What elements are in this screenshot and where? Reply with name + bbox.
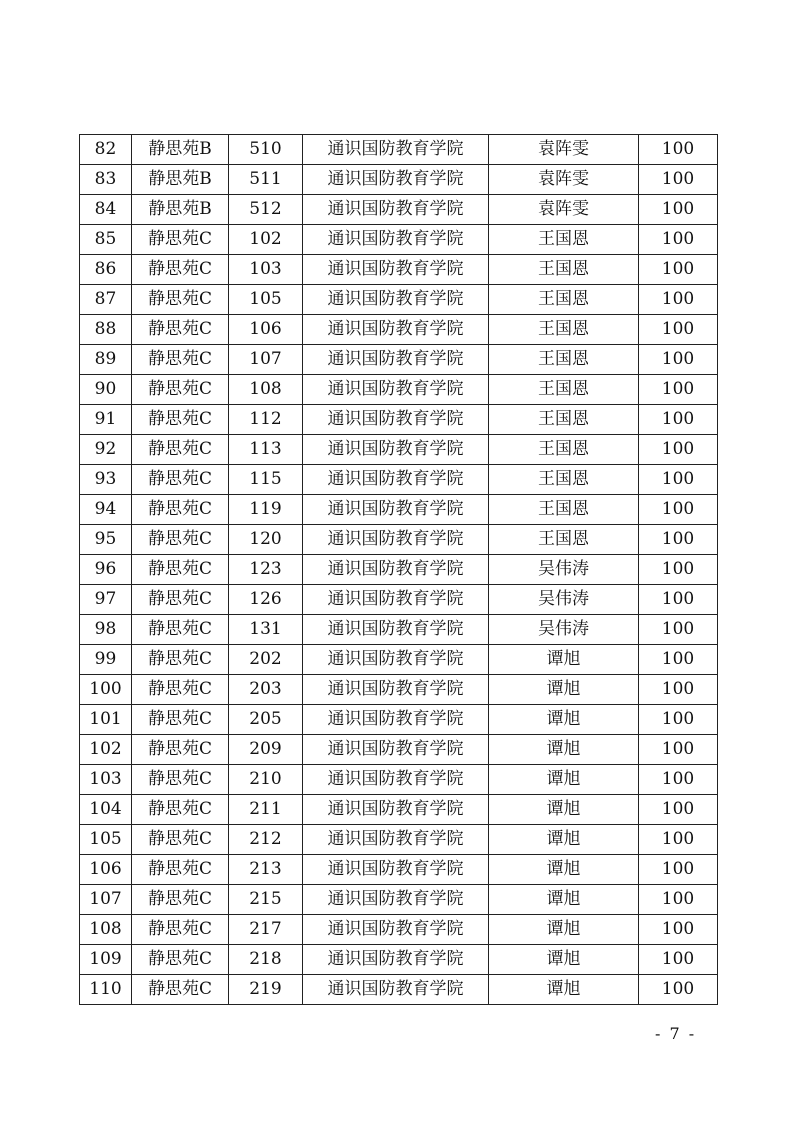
score-cell: 100 <box>639 135 718 165</box>
table-row <box>80 315 718 345</box>
room-number-cell: 102 <box>229 225 303 255</box>
college-cell: 通识国防教育学院 <box>303 375 489 405</box>
table-row <box>80 735 718 765</box>
responsible-person-cell: 王国恩 <box>489 255 639 285</box>
score-cell: 100 <box>639 945 718 975</box>
college-cell: 通识国防教育学院 <box>303 285 489 315</box>
building-cell: 静思苑C <box>132 975 229 1005</box>
building-cell: 静思苑C <box>132 435 229 465</box>
table-row <box>80 195 718 225</box>
responsible-person-cell: 吴伟涛 <box>489 585 639 615</box>
score-cell: 100 <box>639 165 718 195</box>
row-number-cell: 100 <box>80 675 132 705</box>
college-cell: 通识国防教育学院 <box>303 765 489 795</box>
room-number-cell: 120 <box>229 525 303 555</box>
table-row <box>80 885 718 915</box>
score-cell: 100 <box>639 585 718 615</box>
responsible-person-cell: 谭旭 <box>489 855 639 885</box>
responsible-person-cell: 谭旭 <box>489 675 639 705</box>
table-body <box>80 135 718 1005</box>
score-cell: 100 <box>639 885 718 915</box>
college-cell: 通识国防教育学院 <box>303 915 489 945</box>
row-number-cell: 87 <box>80 285 132 315</box>
table-row <box>80 705 718 735</box>
college-cell: 通识国防教育学院 <box>303 315 489 345</box>
table-row <box>80 645 718 675</box>
table-row <box>80 495 718 525</box>
table-row <box>80 465 718 495</box>
row-number-cell: 94 <box>80 495 132 525</box>
room-number-cell: 113 <box>229 435 303 465</box>
room-number-cell: 119 <box>229 495 303 525</box>
college-cell: 通识国防教育学院 <box>303 435 489 465</box>
score-cell: 100 <box>639 975 718 1005</box>
score-cell: 100 <box>639 645 718 675</box>
table-row <box>80 675 718 705</box>
college-cell: 通识国防教育学院 <box>303 465 489 495</box>
room-number-cell: 210 <box>229 765 303 795</box>
responsible-person-cell: 谭旭 <box>489 735 639 765</box>
score-cell: 100 <box>639 495 718 525</box>
college-cell: 通识国防教育学院 <box>303 675 489 705</box>
college-cell: 通识国防教育学院 <box>303 255 489 285</box>
score-cell: 100 <box>639 345 718 375</box>
row-number-cell: 110 <box>80 975 132 1005</box>
building-cell: 静思苑C <box>132 735 229 765</box>
row-number-cell: 90 <box>80 375 132 405</box>
score-cell: 100 <box>639 405 718 435</box>
score-cell: 100 <box>639 225 718 255</box>
building-cell: 静思苑C <box>132 825 229 855</box>
college-cell: 通识国防教育学院 <box>303 225 489 255</box>
building-cell: 静思苑C <box>132 555 229 585</box>
room-number-cell: 217 <box>229 915 303 945</box>
responsible-person-cell: 谭旭 <box>489 915 639 945</box>
building-cell: 静思苑C <box>132 945 229 975</box>
responsible-person-cell: 王国恩 <box>489 495 639 525</box>
college-cell: 通识国防教育学院 <box>303 735 489 765</box>
score-cell: 100 <box>639 465 718 495</box>
college-cell: 通识国防教育学院 <box>303 945 489 975</box>
row-number-cell: 85 <box>80 225 132 255</box>
room-number-cell: 123 <box>229 555 303 585</box>
college-cell: 通识国防教育学院 <box>303 495 489 525</box>
room-number-cell: 202 <box>229 645 303 675</box>
room-number-cell: 203 <box>229 675 303 705</box>
table-row <box>80 165 718 195</box>
college-cell: 通识国防教育学院 <box>303 195 489 225</box>
responsible-person-cell: 谭旭 <box>489 825 639 855</box>
college-cell: 通识国防教育学院 <box>303 885 489 915</box>
score-cell: 100 <box>639 435 718 465</box>
building-cell: 静思苑C <box>132 285 229 315</box>
table-row <box>80 135 718 165</box>
building-cell: 静思苑C <box>132 495 229 525</box>
responsible-person-cell: 王国恩 <box>489 315 639 345</box>
college-cell: 通识国防教育学院 <box>303 135 489 165</box>
table-row <box>80 225 718 255</box>
room-number-cell: 205 <box>229 705 303 735</box>
score-cell: 100 <box>639 285 718 315</box>
table-row <box>80 375 718 405</box>
college-cell: 通识国防教育学院 <box>303 555 489 585</box>
room-number-cell: 212 <box>229 825 303 855</box>
table-row <box>80 285 718 315</box>
college-cell: 通识国防教育学院 <box>303 345 489 375</box>
responsible-person-cell: 王国恩 <box>489 435 639 465</box>
room-number-cell: 107 <box>229 345 303 375</box>
building-cell: 静思苑C <box>132 705 229 735</box>
responsible-person-cell: 谭旭 <box>489 975 639 1005</box>
score-cell: 100 <box>639 735 718 765</box>
building-cell: 静思苑C <box>132 885 229 915</box>
responsible-person-cell: 谭旭 <box>489 765 639 795</box>
building-cell: 静思苑C <box>132 675 229 705</box>
room-number-cell: 126 <box>229 585 303 615</box>
table-row <box>80 435 718 465</box>
responsible-person-cell: 王国恩 <box>489 285 639 315</box>
row-number-cell: 108 <box>80 915 132 945</box>
building-cell: 静思苑C <box>132 645 229 675</box>
college-cell: 通识国防教育学院 <box>303 825 489 855</box>
score-cell: 100 <box>639 255 718 285</box>
row-number-cell: 83 <box>80 165 132 195</box>
row-number-cell: 105 <box>80 825 132 855</box>
responsible-person-cell: 王国恩 <box>489 465 639 495</box>
building-cell: 静思苑C <box>132 255 229 285</box>
responsible-person-cell: 袁阵雯 <box>489 165 639 195</box>
row-number-cell: 101 <box>80 705 132 735</box>
room-number-cell: 106 <box>229 315 303 345</box>
college-cell: 通识国防教育学院 <box>303 165 489 195</box>
row-number-cell: 98 <box>80 615 132 645</box>
college-cell: 通识国防教育学院 <box>303 975 489 1005</box>
responsible-person-cell: 王国恩 <box>489 225 639 255</box>
score-cell: 100 <box>639 795 718 825</box>
table-row <box>80 525 718 555</box>
table-row <box>80 915 718 945</box>
table-row <box>80 555 718 585</box>
score-cell: 100 <box>639 375 718 405</box>
building-cell: 静思苑C <box>132 465 229 495</box>
row-number-cell: 97 <box>80 585 132 615</box>
table-row <box>80 945 718 975</box>
row-number-cell: 84 <box>80 195 132 225</box>
responsible-person-cell: 吴伟涛 <box>489 615 639 645</box>
building-cell: 静思苑C <box>132 345 229 375</box>
room-number-cell: 218 <box>229 945 303 975</box>
row-number-cell: 91 <box>80 405 132 435</box>
college-cell: 通识国防教育学院 <box>303 615 489 645</box>
table-row <box>80 795 718 825</box>
row-number-cell: 89 <box>80 345 132 375</box>
table-row <box>80 825 718 855</box>
row-number-cell: 107 <box>80 885 132 915</box>
room-number-cell: 108 <box>229 375 303 405</box>
building-cell: 静思苑B <box>132 165 229 195</box>
row-number-cell: 103 <box>80 765 132 795</box>
score-cell: 100 <box>639 525 718 555</box>
row-number-cell: 102 <box>80 735 132 765</box>
row-number-cell: 95 <box>80 525 132 555</box>
table-row <box>80 615 718 645</box>
score-cell: 100 <box>639 315 718 345</box>
responsible-person-cell: 谭旭 <box>489 885 639 915</box>
table-row <box>80 255 718 285</box>
building-cell: 静思苑C <box>132 225 229 255</box>
building-cell: 静思苑C <box>132 405 229 435</box>
row-number-cell: 93 <box>80 465 132 495</box>
building-cell: 静思苑C <box>132 915 229 945</box>
score-cell: 100 <box>639 195 718 225</box>
room-number-cell: 511 <box>229 165 303 195</box>
row-number-cell: 88 <box>80 315 132 345</box>
building-cell: 静思苑C <box>132 765 229 795</box>
score-cell: 100 <box>639 615 718 645</box>
score-cell: 100 <box>639 915 718 945</box>
score-cell: 100 <box>639 855 718 885</box>
room-number-cell: 103 <box>229 255 303 285</box>
building-cell: 静思苑C <box>132 525 229 555</box>
table-row <box>80 585 718 615</box>
college-cell: 通识国防教育学院 <box>303 525 489 555</box>
responsible-person-cell: 王国恩 <box>489 375 639 405</box>
room-number-cell: 211 <box>229 795 303 825</box>
row-number-cell: 106 <box>80 855 132 885</box>
responsible-person-cell: 王国恩 <box>489 405 639 435</box>
row-number-cell: 109 <box>80 945 132 975</box>
table-row <box>80 345 718 375</box>
table-row <box>80 405 718 435</box>
row-number-cell: 82 <box>80 135 132 165</box>
college-cell: 通识国防教育学院 <box>303 405 489 435</box>
table-row <box>80 975 718 1005</box>
room-number-cell: 112 <box>229 405 303 435</box>
row-number-cell: 99 <box>80 645 132 675</box>
building-cell: 静思苑C <box>132 855 229 885</box>
responsible-person-cell: 谭旭 <box>489 795 639 825</box>
row-number-cell: 104 <box>80 795 132 825</box>
row-number-cell: 92 <box>80 435 132 465</box>
building-cell: 静思苑C <box>132 795 229 825</box>
row-number-cell: 86 <box>80 255 132 285</box>
room-number-cell: 215 <box>229 885 303 915</box>
building-cell: 静思苑C <box>132 585 229 615</box>
responsible-person-cell: 谭旭 <box>489 945 639 975</box>
college-cell: 通识国防教育学院 <box>303 855 489 885</box>
responsible-person-cell: 袁阵雯 <box>489 195 639 225</box>
page-number: - 7 - <box>655 1024 697 1043</box>
score-cell: 100 <box>639 675 718 705</box>
room-number-cell: 131 <box>229 615 303 645</box>
responsible-person-cell: 吴伟涛 <box>489 555 639 585</box>
responsible-person-cell: 袁阵雯 <box>489 135 639 165</box>
row-number-cell: 96 <box>80 555 132 585</box>
college-cell: 通识国防教育学院 <box>303 705 489 735</box>
score-cell: 100 <box>639 765 718 795</box>
building-cell: 静思苑C <box>132 315 229 345</box>
building-cell: 静思苑B <box>132 195 229 225</box>
table-row <box>80 765 718 795</box>
building-cell: 静思苑B <box>132 135 229 165</box>
score-cell: 100 <box>639 705 718 735</box>
room-number-cell: 209 <box>229 735 303 765</box>
room-number-cell: 105 <box>229 285 303 315</box>
table-row <box>80 855 718 885</box>
responsible-person-cell: 王国恩 <box>489 345 639 375</box>
dormitory-inspection-table <box>79 134 718 1005</box>
room-number-cell: 512 <box>229 195 303 225</box>
responsible-person-cell: 谭旭 <box>489 705 639 735</box>
college-cell: 通识国防教育学院 <box>303 795 489 825</box>
score-cell: 100 <box>639 555 718 585</box>
responsible-person-cell: 王国恩 <box>489 525 639 555</box>
room-number-cell: 213 <box>229 855 303 885</box>
room-number-cell: 219 <box>229 975 303 1005</box>
room-number-cell: 115 <box>229 465 303 495</box>
college-cell: 通识国防教育学院 <box>303 645 489 675</box>
score-cell: 100 <box>639 825 718 855</box>
college-cell: 通识国防教育学院 <box>303 585 489 615</box>
room-number-cell: 510 <box>229 135 303 165</box>
responsible-person-cell: 谭旭 <box>489 645 639 675</box>
building-cell: 静思苑C <box>132 615 229 645</box>
building-cell: 静思苑C <box>132 375 229 405</box>
